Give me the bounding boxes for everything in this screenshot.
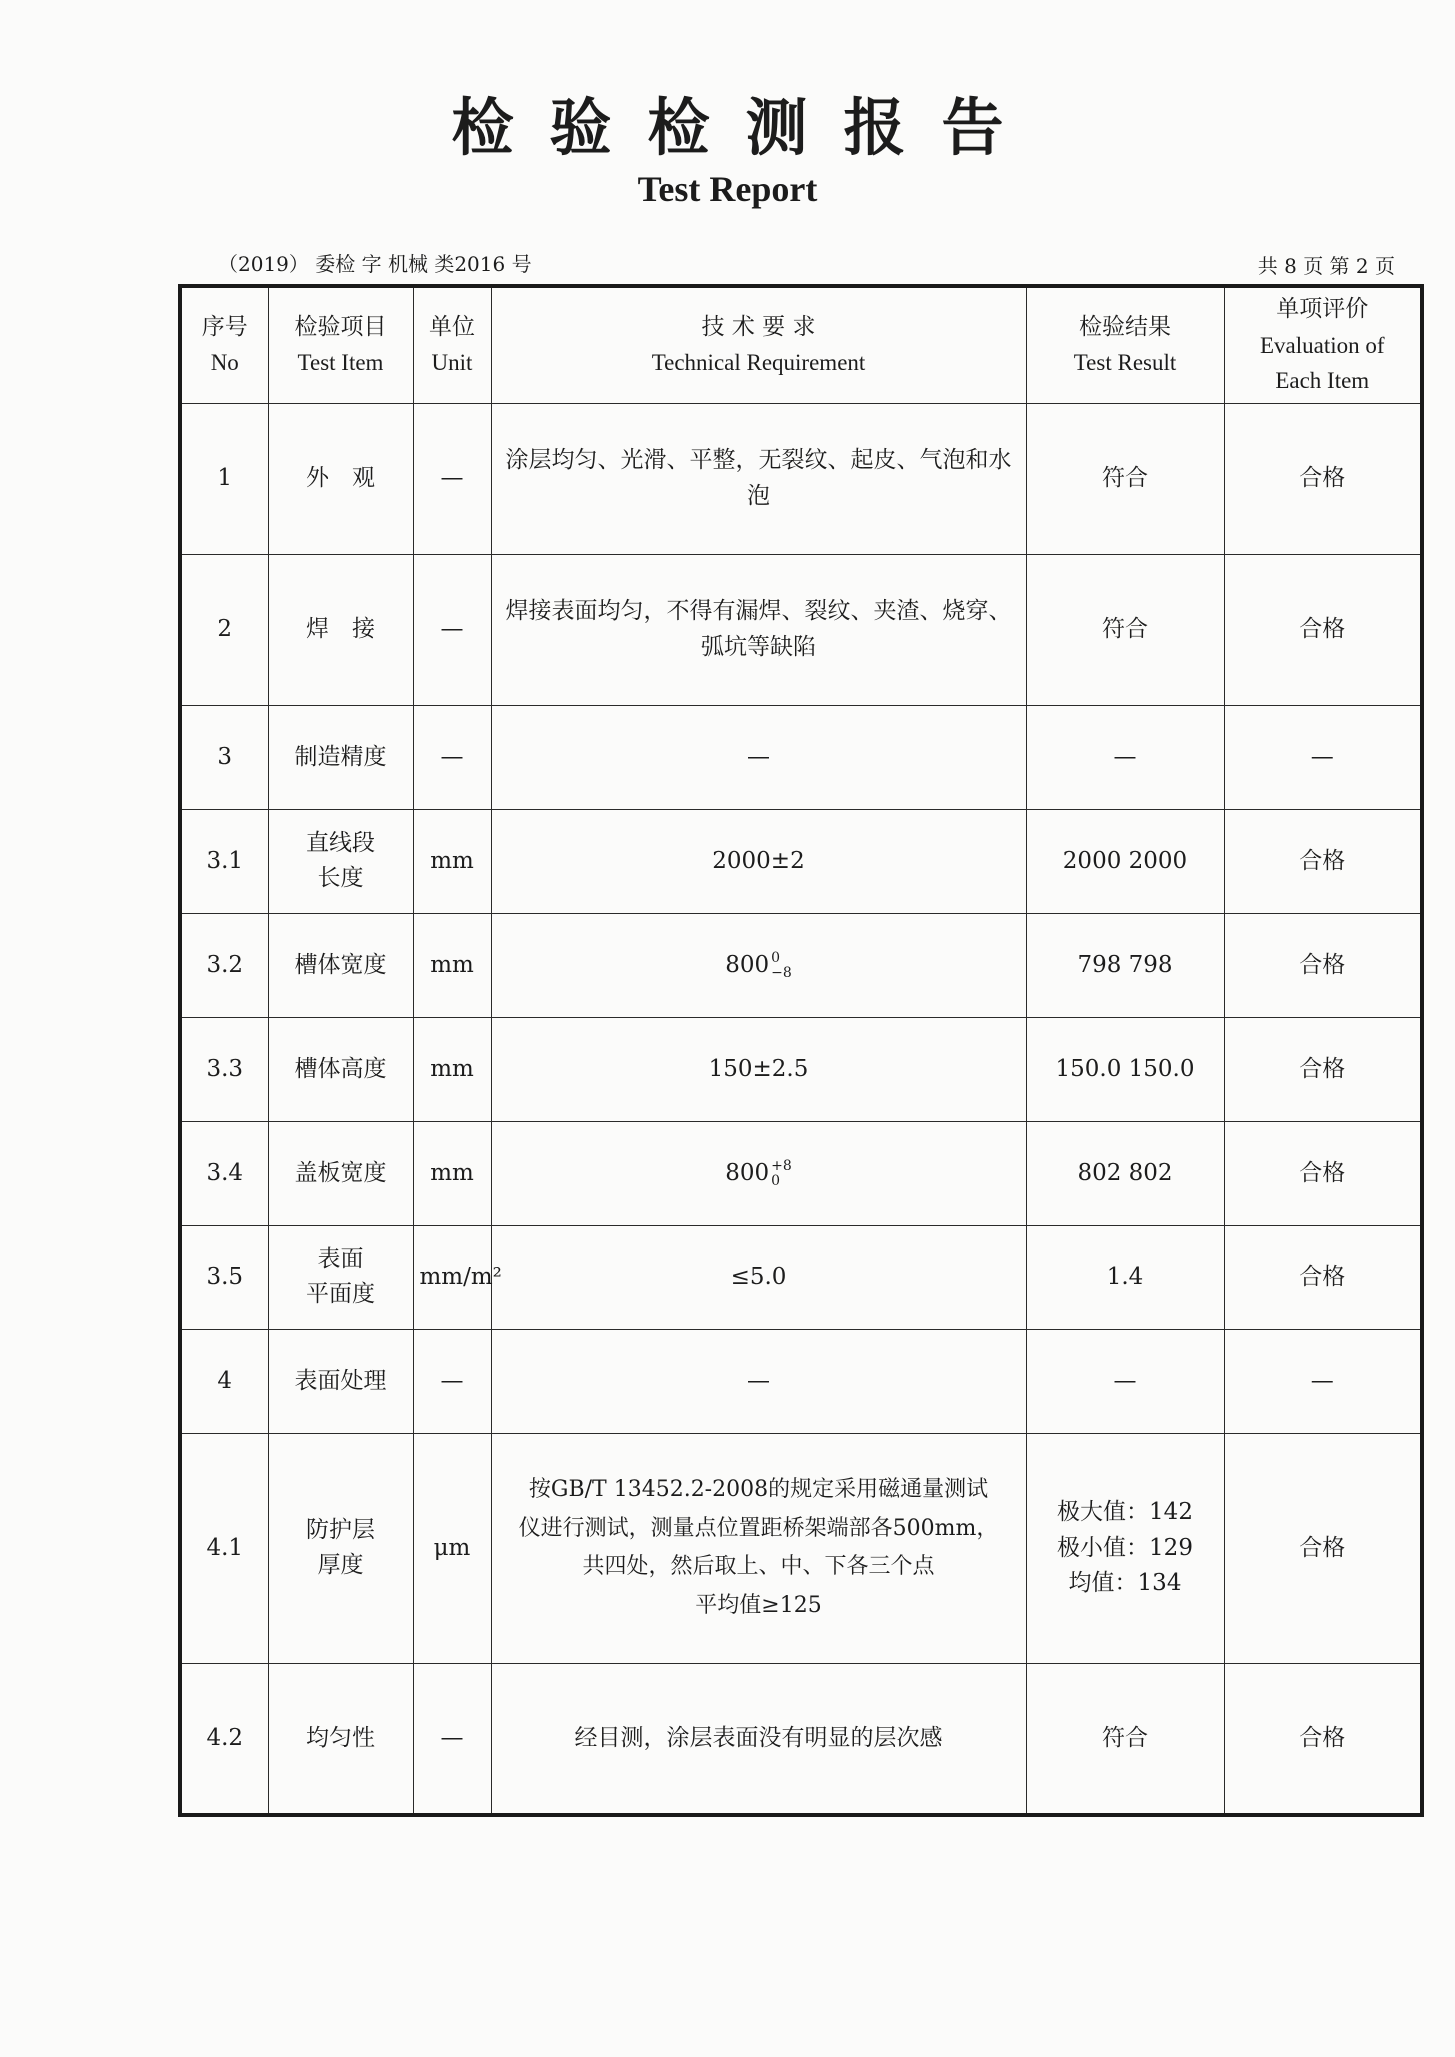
row-unit: mm/m² [413,1225,491,1329]
row-result: 150.0 150.0 [1026,1017,1224,1121]
row-evaluation: 合格 [1224,1663,1422,1815]
row-result: — [1026,705,1224,809]
col-header-no: 序号 No [180,286,268,403]
row-item: 均匀性 [268,1663,413,1815]
row-no: 3.4 [180,1121,268,1225]
row-result: 符合 [1026,403,1224,554]
row-item: 直线段 长度 [268,809,413,913]
row-no: 3.3 [180,1017,268,1121]
table-row [180,809,1422,913]
col-header-result: 检验结果 Test Result [1026,286,1224,403]
row-evaluation: — [1224,1329,1422,1433]
row-evaluation: 合格 [1224,1225,1422,1329]
row-unit: — [413,554,491,705]
report-reference: （2019） 委检 字 机械 类2016 号 [218,252,532,276]
col-header-requirement: 技 术 要 求 Technical Requirement [491,286,1026,403]
row-requirement: 按GB/T 13452.2-2008的规定采用磁通量测试 仪进行测试，测量点位置距桥架端部各500mm， 共四处，然后取上、中、下各三个点 平均值≥125 [491,1433,1026,1663]
report-title-cn: 检验检测报告 [451,91,1040,164]
row-no: 4.1 [180,1433,268,1663]
row-item: 外 观 [268,403,413,554]
row-evaluation: 合格 [1224,1433,1422,1663]
row-evaluation: 合格 [1224,913,1422,1017]
col-header-evaluation: 单项评价 Evaluation of Each Item [1224,286,1422,403]
tolerance-stack: +8 0 [771,1157,792,1189]
row-evaluation: 合格 [1224,1121,1422,1225]
row-result: 符合 [1026,1663,1224,1815]
row-item: 槽体宽度 [268,913,413,1017]
row-unit: — [413,1663,491,1815]
row-unit: μm [413,1433,491,1663]
row-item: 表面处理 [268,1329,413,1433]
table-row [180,705,1422,809]
row-requirement: 800 0 −8 [491,913,1026,1017]
row-unit: mm [413,1017,491,1121]
row-evaluation: 合格 [1224,809,1422,913]
row-item: 防护层 厚度 [268,1433,413,1663]
col-header-unit: 单位 Unit [413,286,491,403]
row-unit: mm [413,913,491,1017]
row-no: 1 [180,403,268,554]
row-result: — [1026,1329,1224,1433]
row-evaluation: 合格 [1224,1017,1422,1121]
table-row [180,554,1422,705]
col-header-item: 检验项目 Test Item [268,286,413,403]
row-no: 2 [180,554,268,705]
row-requirement: — [491,1329,1026,1433]
row-requirement: ≤5.0 [491,1225,1026,1329]
tolerance-stack: 0 −8 [771,949,792,981]
table-row [180,1017,1422,1121]
report-title-en: Test Report [637,169,818,209]
row-result: 2000 2000 [1026,809,1224,913]
row-unit: mm [413,1121,491,1225]
table-row [180,403,1422,554]
row-result: 798 798 [1026,913,1224,1017]
row-no: 3.1 [180,809,268,913]
row-no: 3 [180,705,268,809]
row-result: 极大值：142 极小值：129 均值：134 [1026,1433,1224,1663]
row-evaluation: 合格 [1224,554,1422,705]
table-row [180,1433,1422,1663]
table-row [180,913,1422,1017]
row-unit: mm [413,809,491,913]
row-no: 4.2 [180,1663,268,1815]
row-requirement: 经目测，涂层表面没有明显的层次感 [491,1663,1026,1815]
row-item: 盖板宽度 [268,1121,413,1225]
row-result: 符合 [1026,554,1224,705]
row-item: 制造精度 [268,705,413,809]
row-unit: — [413,1329,491,1433]
row-item: 表面 平面度 [268,1225,413,1329]
row-requirement: 涂层均匀、光滑、平整，无裂纹、起皮、气泡和水泡 [491,403,1026,554]
row-item: 焊 接 [268,554,413,705]
row-requirement: 800 +8 0 [491,1121,1026,1225]
row-evaluation: — [1224,705,1422,809]
test-results-table [178,284,1424,1817]
row-evaluation: 合格 [1224,403,1422,554]
table-row [180,1121,1422,1225]
row-item: 槽体高度 [268,1017,413,1121]
row-requirement: 150±2.5 [491,1017,1026,1121]
row-result: 802 802 [1026,1121,1224,1225]
table-row [180,1663,1422,1815]
table-header-row [180,286,1422,403]
table-row [180,1329,1422,1433]
row-requirement: 焊接表面均匀，不得有漏焊、裂纹、夹渣、烧穿、弧坑等缺陷 [491,554,1026,705]
row-requirement: — [491,705,1026,809]
row-unit: — [413,705,491,809]
row-no: 4 [180,1329,268,1433]
row-requirement: 2000±2 [491,809,1026,913]
table-row [180,1225,1422,1329]
row-unit: — [413,403,491,554]
page-indicator: 共 8 页 第 2 页 [1257,254,1395,278]
row-no: 3.5 [180,1225,268,1329]
row-result: 1.4 [1026,1225,1224,1329]
row-no: 3.2 [180,913,268,1017]
